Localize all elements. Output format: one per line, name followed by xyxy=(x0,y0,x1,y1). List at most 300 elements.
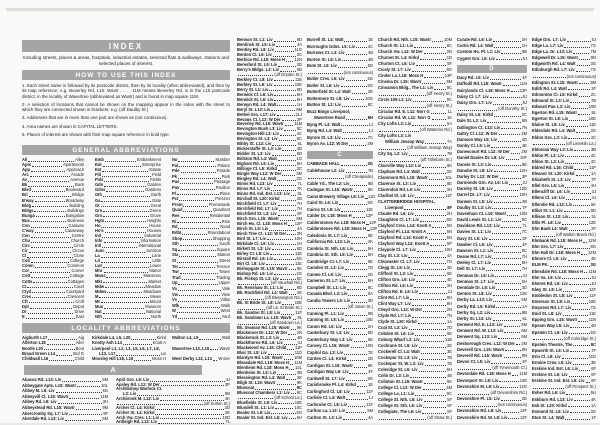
map-ref: 3G xyxy=(590,128,596,134)
entry-name: Devonshire Pl. L5: Liv xyxy=(457,396,500,402)
dot-leader xyxy=(351,333,367,335)
entry-name: Deverell Rd. L15: Wavtr xyxy=(457,352,503,358)
entry-name: Bingle Way L12: W Der xyxy=(237,171,282,177)
entry-name: L13, L17 xyxy=(99,350,116,356)
dot-leader xyxy=(570,326,589,328)
map-ref: 2F xyxy=(591,225,596,231)
dot-leader xyxy=(568,88,590,90)
entry-name: Ellencliff Dr. L6: Liv xyxy=(532,189,570,195)
map-ref: 11F xyxy=(366,401,373,407)
cross-ref-note xyxy=(532,233,596,238)
index-entry xyxy=(307,193,376,200)
map-ref: 8G xyxy=(446,217,452,222)
index-entry xyxy=(92,357,166,362)
dot-leader xyxy=(279,209,296,211)
map-ref: 5H xyxy=(296,96,302,102)
map-ref: 11N xyxy=(588,317,596,323)
entry-name: Cinema Dr. L15: Wavtr xyxy=(378,79,422,84)
dot-leader xyxy=(178,289,221,291)
index-entry xyxy=(457,372,527,377)
index-entry xyxy=(378,56,452,61)
index-entry xyxy=(307,38,373,43)
map-ref: 5H xyxy=(367,252,373,258)
dot-leader xyxy=(586,381,591,383)
index-entry xyxy=(378,356,452,361)
index-entry xyxy=(307,396,373,401)
dot-leader xyxy=(498,337,520,339)
index-entry xyxy=(457,175,527,180)
index-entry xyxy=(307,219,377,226)
entry-name: Derby La. L13: Liv xyxy=(457,297,493,303)
dot-leader xyxy=(492,207,521,209)
dot-leader xyxy=(48,338,77,340)
entry-name: Est xyxy=(95,167,102,173)
entry-name: Erin Cl. L8: Liv xyxy=(532,353,561,359)
index-entry xyxy=(532,154,596,159)
map-ref: Little xyxy=(152,258,161,264)
index-entry xyxy=(457,416,527,421)
entry-name: Blundell St. L1: Liv xyxy=(237,404,274,410)
dot-leader xyxy=(150,380,224,382)
entry-name: Abbey Rd. L6: Liv xyxy=(22,399,57,405)
dot-leader xyxy=(573,344,590,346)
dot-leader xyxy=(422,412,446,414)
dot-leader xyxy=(490,96,522,98)
map-ref: 5G xyxy=(367,200,373,206)
entry-name: Mossley Hill L18, L19 xyxy=(92,356,134,362)
entry-name: Cochrane St. L5: Liv xyxy=(378,343,418,348)
map-ref: 5H xyxy=(296,161,302,167)
index-entry xyxy=(307,182,373,187)
dot-leader xyxy=(564,247,589,249)
entry-name: Prom xyxy=(172,201,183,207)
index-entry xyxy=(532,282,596,287)
dot-leader xyxy=(506,158,519,160)
map-ref: Depot xyxy=(73,303,84,309)
index-entry xyxy=(457,218,527,223)
entry-name: Abercromby Sq. L7: Liv xyxy=(22,410,68,416)
entry-name: Clifton Rd. E. L6: Liv xyxy=(378,289,419,294)
dot-leader xyxy=(423,310,446,312)
entry-name: Eleanor St. L20: Kirkd xyxy=(532,171,575,177)
map-ref: 13P xyxy=(519,87,527,93)
index-entry xyxy=(532,398,596,403)
entry-name: College La. L1: Liv xyxy=(378,391,415,396)
map-ref: Knott A xyxy=(152,340,166,346)
dot-leader xyxy=(563,314,588,316)
map-ref: 8C xyxy=(521,247,527,253)
dot-leader xyxy=(568,259,590,261)
dot-leader xyxy=(412,316,446,318)
entry-name: Danescourt Rd. L12: W Der xyxy=(457,149,510,155)
map-ref: Child xyxy=(74,356,84,362)
dot-leader xyxy=(494,189,519,191)
dot-leader xyxy=(178,227,219,229)
index-entry xyxy=(457,348,527,353)
dot-leader xyxy=(565,162,590,164)
cross-ref-note xyxy=(307,175,373,180)
map-ref: Shopping xyxy=(212,235,230,241)
map-ref: 8K xyxy=(367,362,373,368)
entry-name: City Lofts L3: Liv xyxy=(378,133,412,138)
entry-name: Birchfield Rd. L7: Liv xyxy=(237,205,278,211)
map-ref: 4F xyxy=(522,75,527,81)
entry-name: Blessington Rd. L4: Walt xyxy=(237,374,286,380)
cross-ref-note xyxy=(457,366,527,371)
dot-leader xyxy=(505,349,520,351)
map-ref: Residential xyxy=(209,213,230,219)
dot-leader xyxy=(379,148,406,150)
entry-name: City Sq. L2: Liv xyxy=(378,151,408,156)
entry-name: Clay St. L3: Liv xyxy=(378,253,408,258)
map-ref: 12P xyxy=(369,219,377,225)
map-ref: 2J xyxy=(447,289,452,294)
entry-name: Daniel Davies Dr. L8: Liv xyxy=(457,155,505,161)
dot-leader xyxy=(491,312,521,314)
map-ref: Embankment xyxy=(136,157,161,162)
entry-name: College Cl. L12: W Der xyxy=(378,385,422,390)
map-ref: 4E xyxy=(446,277,452,282)
map-ref: 7K xyxy=(296,186,302,192)
dot-leader xyxy=(105,220,146,222)
map-ref: Meadows xyxy=(143,288,161,294)
map-ref: Cottage xyxy=(69,273,84,279)
entry-name: Eldonian Way L3: Liv xyxy=(532,146,574,152)
entry-name: Mnr xyxy=(95,268,103,274)
map-ref: 3D xyxy=(296,61,302,67)
map-ref: 5G xyxy=(367,82,373,88)
entry-name: Elm Va. L6: Liv xyxy=(532,274,561,280)
map-ref: 10N xyxy=(519,210,527,216)
entry-name: Birch Ho. Cl. L18: Moss H xyxy=(237,220,287,226)
entry-name: Cardigan St. L15: Wavtr xyxy=(307,362,354,368)
index-entry xyxy=(532,123,596,128)
map-ref: 11D xyxy=(588,353,596,359)
entry-name: Colin Dr. L3: Liv xyxy=(378,373,410,378)
entry-name: Davies St. L1: Liv xyxy=(457,229,491,235)
entry-name: Daulby St. L3: Liv xyxy=(457,204,492,210)
index-entry xyxy=(378,212,452,217)
entry-name: Custom Ho. Pl. L1: Liv xyxy=(457,49,501,55)
dot-leader xyxy=(179,255,216,257)
index-entry xyxy=(378,188,452,193)
entry-name: Birchfield St. L3: Liv xyxy=(237,210,277,216)
dot-leader xyxy=(424,76,443,78)
entry-name: Info xyxy=(95,238,103,243)
index-entry xyxy=(532,312,596,317)
map-ref: 3C xyxy=(296,166,302,172)
map-ref: 3H xyxy=(446,283,452,288)
entry-name: Circle 109 L1: Liv xyxy=(378,97,412,102)
map-ref: Walk xyxy=(221,302,230,308)
dot-leader xyxy=(177,193,219,195)
dot-leader xyxy=(179,266,215,268)
map-ref: 2B xyxy=(296,196,302,201)
dot-leader xyxy=(344,353,367,355)
entry-name: Gt xyxy=(95,202,100,208)
map-ref: West xyxy=(220,308,230,314)
entry-name: Twr xyxy=(172,269,179,275)
entry-name: Archbishop Warlock Ct. xyxy=(116,386,163,392)
index-entry xyxy=(378,242,452,247)
entry-name: Bute St. L5: Liv xyxy=(307,63,337,68)
dot-leader xyxy=(345,320,365,322)
locality-column-2 xyxy=(92,336,166,362)
index-entry xyxy=(532,300,596,305)
index-entry xyxy=(307,208,373,213)
map-ref: Houses xyxy=(147,227,161,233)
map-ref: Apartments xyxy=(63,162,84,168)
dot-leader xyxy=(504,356,521,358)
dot-leader xyxy=(420,58,446,60)
index-entry xyxy=(532,215,596,220)
dot-leader xyxy=(158,422,224,424)
dot-leader xyxy=(342,137,367,139)
map-ref: 6E xyxy=(446,331,452,336)
locality-column-3 xyxy=(172,336,230,362)
map-ref: 9D xyxy=(296,86,302,92)
entry-name: Cygnet Gro. L6: Liv xyxy=(457,55,495,61)
dot-leader xyxy=(278,159,296,161)
map-ref: Mansions xyxy=(143,273,161,279)
dot-leader xyxy=(26,317,75,319)
dot-leader xyxy=(491,362,521,364)
entry-name: Hgts xyxy=(95,217,105,223)
map-ref: 8H xyxy=(446,301,452,306)
entry-name: Devon Ct. L5: Liv xyxy=(457,359,491,365)
map-ref: Grove xyxy=(149,212,161,218)
dot-leader xyxy=(493,40,521,42)
entry-name: Erskine St. L6: Liv xyxy=(532,372,568,378)
entry-name: Pct xyxy=(172,196,179,202)
dot-leader xyxy=(566,125,588,127)
dot-leader xyxy=(282,149,296,151)
dot-leader xyxy=(432,118,446,120)
map-ref: 8E xyxy=(521,161,527,167)
dot-leader xyxy=(500,386,518,388)
dot-leader xyxy=(458,393,489,395)
entry-name: Yd xyxy=(172,314,178,320)
index-entry xyxy=(22,357,84,362)
dot-leader xyxy=(32,296,67,298)
entry-name: Liverpool xyxy=(385,205,404,210)
map-ref: Walt xyxy=(221,335,230,340)
map-ref: Enterprise xyxy=(142,162,161,168)
entry-name: Bk. Seaman Rd. L15: Wavtr xyxy=(237,325,290,331)
entry-name: Cor xyxy=(22,268,30,274)
cross-ref-note xyxy=(307,71,373,76)
index-entry xyxy=(307,370,373,375)
map-ref: 4C xyxy=(367,43,373,49)
entry-name: Bird St. L7: Liv xyxy=(237,235,266,241)
dot-leader xyxy=(274,94,295,96)
dot-leader xyxy=(155,408,223,410)
entry-name: Darrel Dr. L7: Liv xyxy=(457,192,490,198)
dot-leader xyxy=(274,99,295,101)
dot-leader xyxy=(289,268,296,270)
entry-name: Archer Cl. L4: Kirkd xyxy=(116,405,155,411)
entry-name: Dr xyxy=(22,308,27,314)
map-ref: 4C xyxy=(590,158,596,164)
dot-leader xyxy=(35,231,64,233)
map-ref: 4F xyxy=(522,359,527,365)
map-ref: 10L xyxy=(101,382,108,388)
map-ref: 10E xyxy=(294,300,302,306)
map-ref: 12F xyxy=(519,408,527,414)
index-entry xyxy=(378,62,452,67)
entry-name: Wlk xyxy=(172,302,180,308)
map-ref: 7L xyxy=(522,223,527,229)
map-ref: 4D xyxy=(446,265,452,270)
dot-leader xyxy=(274,184,297,186)
map-ref: 8J xyxy=(522,99,527,105)
map-ref: Approach xyxy=(66,167,84,173)
map-ref: 3P xyxy=(521,173,527,179)
index-entry xyxy=(532,87,596,92)
dot-leader xyxy=(379,160,419,162)
map-ref: Road xyxy=(220,224,230,230)
map-ref: 11E xyxy=(295,250,302,256)
entry-name: Calder Dr. L18: Moss H xyxy=(307,213,352,219)
map-ref: 11M xyxy=(294,359,302,365)
dot-leader xyxy=(266,263,294,265)
dot-leader xyxy=(180,306,220,308)
map-ref: 3B xyxy=(590,146,596,152)
dot-leader xyxy=(348,405,365,407)
entry-name: Broad Green L14 xyxy=(22,350,55,356)
index-entry xyxy=(307,292,373,297)
index-entry xyxy=(457,305,527,310)
entry-name: Gdn xyxy=(95,182,104,188)
map-ref: 8G xyxy=(590,244,596,250)
map-ref: 6J xyxy=(591,37,596,42)
dot-leader xyxy=(27,286,73,288)
index-entry xyxy=(378,152,452,157)
index-entry xyxy=(532,410,596,415)
map-ref: 7F xyxy=(591,347,596,353)
map-ref: 4B xyxy=(367,56,373,62)
dot-leader xyxy=(417,250,444,252)
map-ref: 10F xyxy=(519,155,527,161)
index-entry xyxy=(457,126,527,131)
map-ref: 5J xyxy=(522,55,527,61)
dot-leader xyxy=(34,210,66,212)
entry-name: Derwent Sq. L13: Liv xyxy=(457,334,498,340)
map-ref: 8F xyxy=(447,205,452,210)
index-entry xyxy=(532,288,596,293)
index-entry xyxy=(172,315,230,320)
dot-leader xyxy=(494,115,521,117)
dot-leader xyxy=(493,319,522,321)
map-ref: 1F xyxy=(591,414,596,420)
index-entry xyxy=(532,99,596,104)
index-entry xyxy=(378,110,452,115)
map-ref: 5B xyxy=(224,391,230,397)
dot-leader xyxy=(160,417,221,419)
dot-leader xyxy=(501,226,522,228)
dot-leader xyxy=(415,334,446,336)
dot-leader xyxy=(58,402,102,404)
index-entry xyxy=(532,221,596,226)
map-ref: 8M xyxy=(296,215,302,221)
entry-name: Clapham Rd. L4: Walt xyxy=(378,169,420,174)
dot-leader xyxy=(494,46,520,48)
index-entry xyxy=(378,278,452,283)
entry-name: Junc xyxy=(95,248,105,254)
entry-name: Grn xyxy=(95,207,103,213)
entry-name: Dairylands Cl. L18: Moss H xyxy=(457,87,510,93)
map-ref: 10G xyxy=(365,95,373,101)
map-ref: Parade xyxy=(216,168,230,174)
entry-name: Carlton St. L3: Liv xyxy=(307,414,343,420)
map-ref: 3G xyxy=(367,161,373,167)
entry-name: Butler Cres. L6: Liv xyxy=(307,76,345,81)
entry-name: Curate Rd. L6: Liv xyxy=(457,37,493,42)
map-ref: 4D xyxy=(521,136,527,142)
index-entry xyxy=(532,245,596,250)
map-ref: East xyxy=(75,313,84,319)
entry-name: Bevington Hill L3: Liv xyxy=(237,131,279,137)
entry-name: Blenheim Rd. L18: Moss H xyxy=(237,364,289,370)
index-entry xyxy=(307,90,373,95)
entry-name: Bldgs xyxy=(22,207,34,213)
index-entry xyxy=(532,172,596,177)
entry-name: Chu xyxy=(22,238,30,243)
entry-name: C'way xyxy=(22,227,34,233)
dot-leader xyxy=(354,366,367,368)
dot-leader xyxy=(573,363,590,365)
dot-leader xyxy=(104,271,149,273)
dot-leader xyxy=(289,417,296,419)
dot-leader xyxy=(415,214,446,216)
map-ref: House xyxy=(149,222,161,228)
entry-name: Abbeystead Rd. L15: Wavtr xyxy=(22,405,75,411)
map-ref: 5G xyxy=(296,255,302,261)
map-ref: Rise xyxy=(221,218,230,224)
entry-name: Cockspur St. L3: Liv xyxy=(378,355,418,360)
map-ref: 1A xyxy=(446,319,452,324)
index-entry xyxy=(457,317,527,322)
dot-leader xyxy=(562,357,588,359)
dot-leader xyxy=(182,233,206,235)
map-ref: 11M xyxy=(519,371,527,377)
map-ref: 12E xyxy=(588,219,596,225)
entry-name: Bishopgate St. L15: Wavtr xyxy=(237,265,288,271)
index-column-b-c xyxy=(307,37,378,421)
index-entry xyxy=(532,294,596,299)
index-entry xyxy=(532,93,596,98)
index-entry xyxy=(457,261,527,266)
entry-name: Camden St. L3: Liv xyxy=(307,265,344,271)
entry-name: Dentdale Dr. L5: Liv xyxy=(457,285,496,290)
map-ref: Lower xyxy=(149,263,161,269)
map-ref: 5K xyxy=(590,201,596,207)
entry-name: Deane Rd. L7: Liv xyxy=(457,254,492,260)
map-ref: Pavilion xyxy=(215,185,230,191)
entry-name: Bibby St. L13: Liv xyxy=(237,141,272,147)
map-ref: 5G xyxy=(590,329,596,335)
dot-leader xyxy=(155,413,224,415)
dot-leader xyxy=(269,89,295,91)
map-ref: Back xyxy=(74,182,84,188)
map-ref: Kirkd xyxy=(156,335,166,340)
dot-leader xyxy=(496,288,521,290)
index-entry xyxy=(532,416,596,421)
index-entry xyxy=(457,249,527,254)
map-ref: 10C xyxy=(294,404,302,410)
map-ref: Promenade xyxy=(208,201,230,207)
entry-name: Bk. Sandon St. L8: Liv xyxy=(237,310,281,316)
